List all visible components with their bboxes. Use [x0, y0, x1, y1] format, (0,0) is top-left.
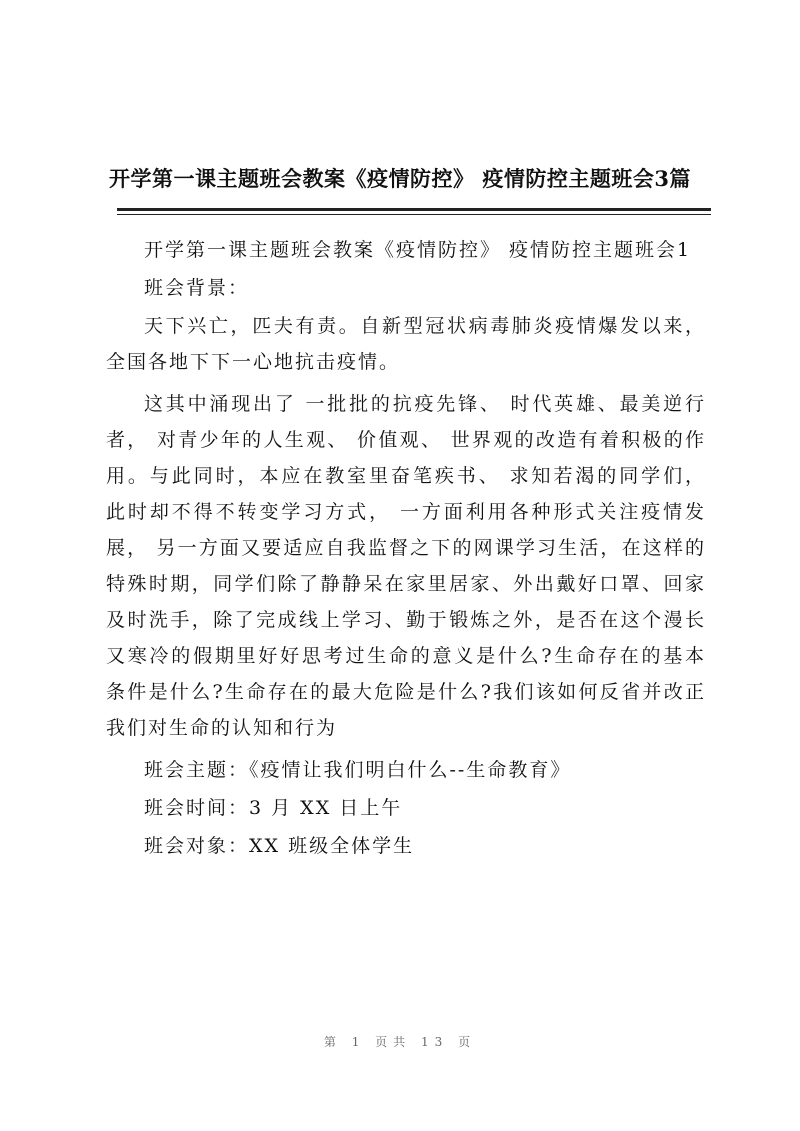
paragraph-background-body: 这其中涌现出了 一批批的抗疫先锋、 时代英雄、最美逆行者， 对青少年的人生观、 价值观、 世界观的改造有着积极的作用。与此同时，本应在教室里奋笔疾书、 求知若渴的同学们， 此时却不得不转变学习方式， 一方面利用各种形式关注疫情发展， 另一方面又要适应自我监督之下的网课学习生活，在这样的特殊时期，同学们除了静静呆在家里居家、外出戴好口罩、回家及时洗手，除了完成线上学习、勤于锻炼之外，是否在这个漫长又寒冷的假期里好好思考过生命的意义是什么?生命存在的基本条件是什么?生命存在的最大危险是什么?我们该如何反省并改正我们对生命的认知和行为 — [106, 393, 706, 739]
paragraph-time: 班会时间：3 月 XX 日上午 — [144, 797, 403, 819]
paragraph-heading: 开学第一课主题班会教案《疫情防控》 疫情防控主题班会1 — [144, 239, 692, 261]
page-number-footer: 第 1 页共 13 页 — [323, 1035, 477, 1049]
paragraph-background-intro: 天下兴亡，匹夫有责。自新型冠状病毒肺炎疫情爆发以来，全国各地下下一心地抗击疫情。 — [106, 315, 706, 373]
title-rule-thin — [117, 214, 711, 215]
paragraph-theme: 班会主题：《疫情让我们明白什么--生命教育》 — [144, 759, 572, 781]
paragraph-background-label: 班会背景： — [144, 277, 250, 299]
document-title: 开学第一课主题班会教案《疫情防控》 疫情防控主题班会3篇 — [109, 166, 691, 191]
document-body — [106, 232, 706, 866]
paragraph-audience: 班会对象：XX 班级全体学生 — [144, 835, 415, 857]
title-rule-thick — [117, 208, 711, 211]
